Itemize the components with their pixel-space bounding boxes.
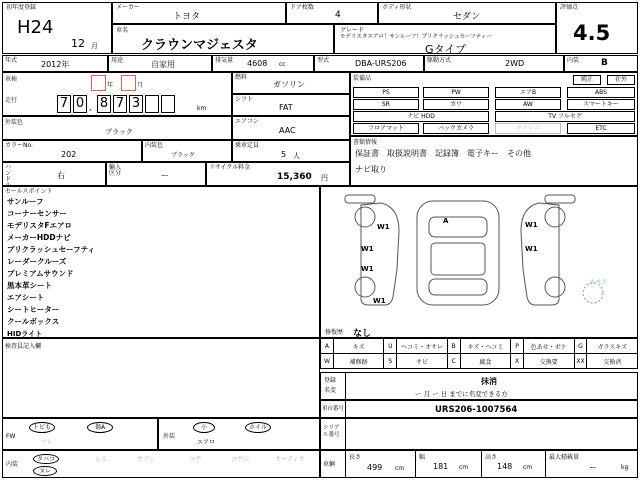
spare-note: スペア [589,279,608,286]
displacement-unit: cc [279,61,286,68]
capacity-cell [232,140,350,162]
sales-point-item: HIDライト [7,330,43,338]
vin-value: URS206-1007564 [435,405,518,415]
interior-grade-label: 内装 [567,57,580,64]
car-name-label: 車名 [116,27,129,34]
vin-cell [320,400,638,418]
thousands-separator: , [89,103,92,112]
body-style-cell [378,2,556,24]
usage-cell [108,55,212,72]
model-label: 型式 [317,57,330,64]
divider [481,451,482,477]
documents-line-2: ナビ取り [355,165,387,174]
interior-item-inactive: ヤブレ [137,456,155,463]
usage-label: 用途 [111,57,124,64]
recycle-label: リサイクル料金 [209,164,251,171]
check-year-unit: 年 [107,82,114,89]
legend-code: A [321,339,334,354]
serial-label: シリアル番号 [323,425,340,438]
exterior-color-label: 外装色 [5,119,24,126]
import-cell [106,162,206,186]
damage-mark: W1 [361,265,374,273]
color-no-cell [2,140,142,162]
equipment-item: AW [495,99,561,110]
damage-mark: W1 [361,245,374,253]
maker-cell [112,2,286,24]
import-label: 輸入区分 [109,164,122,177]
legend-code: XX [574,354,587,369]
capacity-value: 5 [281,150,287,159]
fw-item-inactive: ワレ [41,439,54,446]
divider [345,451,346,477]
legend-desc: サビ [397,354,448,369]
interior-item: タバコ [33,454,59,464]
grade-description: モデリスタエアロ！サンルーフ！プリクラッシュセーフティー [340,34,492,40]
sales-point-item: メーカーHDDナビ [7,233,71,242]
divider [345,401,346,417]
interior-item-inactive: シミ [95,456,108,463]
exterior-color-value: ブラック [105,128,133,136]
check-month-box[interactable] [121,75,136,91]
height-label: 高さ [485,454,498,461]
legend-code: G [574,339,587,354]
interior-condition-label: 内装 [6,461,19,468]
equipment-item-inactive: ドラレコ [495,123,561,134]
width-value: 181 [433,462,449,471]
check-year-box[interactable] [91,75,106,91]
equipment-item: PS [353,87,419,98]
legend-code: P [511,339,524,354]
height-unit: cm [523,464,533,471]
check-label: 車検 [5,76,18,83]
fw-cell [2,418,158,450]
width-unit: cm [459,464,469,471]
first-registration-cell [2,2,112,54]
repair-history-value: なし [353,329,372,339]
first-registration-month: 12 [71,37,85,50]
recycle-cell [206,162,350,186]
serial-cell [320,418,638,450]
sales-points-panel [2,186,320,338]
displacement-label: 排気量 [215,57,234,64]
equipment-item: TV フルセグ [495,111,635,122]
mileage-digit: 8 [97,95,111,113]
damage-mark: A [443,217,449,225]
legend-desc: 腐食 [460,354,511,369]
legend-desc: ヘコミ・オサレ [397,339,448,354]
divider [415,451,416,477]
equipment-item: ナビ HDD [353,111,489,122]
ac-cell [232,116,350,140]
damage-mark: W1 [377,223,390,231]
mileage-digit-blank [161,95,175,113]
usage-value: 自家用 [151,60,175,69]
divider [545,451,546,477]
exterior-item: ホイル [245,422,271,433]
sales-points-label: セールスポイント [5,188,53,195]
inspector-note-panel [2,338,320,418]
dimensions-cell [320,450,638,478]
length-label: 長さ [349,454,362,461]
interior-grade-cell [564,55,638,72]
equipment-panel [350,72,638,136]
sales-point-item: エアシート [7,293,45,302]
color-no-label: カラーNo. [5,142,33,149]
equipment-item: スマートキー [567,99,635,110]
drive-cell [424,55,564,72]
interior-item: ヌレ [33,466,57,476]
interior-item-inactive: コゲ [189,456,202,463]
sales-point-item: シートヒーター [7,305,60,314]
grade-value: Gタイプ [425,43,466,56]
interior-condition-cell [2,450,320,478]
legend-desc: キズ・ヘコミ [460,339,511,354]
year-label: 年式 [5,57,18,64]
check-month-unit: 月 [137,82,144,89]
mileage-cell [2,72,232,116]
payload-unit: kg [621,464,629,471]
fw-item: 傷A [87,422,113,433]
first-registration-year: H24 [17,17,54,38]
body-style-value: セダン [453,12,481,22]
legend-desc: 補修跡 [333,354,383,369]
legend-code: C [447,354,460,369]
sales-point-item: サンルーフ [7,197,44,206]
registration-status: 抹消 [481,377,497,386]
displacement-cell [212,55,314,72]
divider [345,373,346,399]
doors-label: ドア枚数 [290,4,314,11]
vin-label: 車台番号 [322,406,345,412]
damage-mark: W1 [525,245,538,253]
mileage-digit: 7 [113,95,127,113]
fw-label: FW [6,433,16,440]
recycle-unit: 円 [321,174,328,182]
recycle-value: 15,360 [277,172,312,182]
drive-value: 2WD [505,59,525,68]
model-cell [314,55,424,72]
ac-value: AAC [279,126,296,135]
interior-color-cell [142,140,232,162]
car-name-cell [112,24,334,54]
capacity-label: 乗車定員 [235,142,260,149]
equipment-title: 装備品 [353,75,372,82]
legend-code: B [447,339,460,354]
equipment-item: PW [423,87,489,98]
sales-point-item: 黒本革シート [7,281,52,290]
damage-mark: W1 [525,221,538,229]
length-unit: cm [395,465,405,472]
first-registration-month-unit: 月 [91,42,98,50]
vehicle-label: 車輌 [323,461,336,468]
fw-item: トビも [29,422,55,433]
mileage-digit: 7 [57,95,71,113]
score-value: 4.5 [573,21,611,45]
width-label: 幅 [419,454,426,461]
model-value: DBA-URS206 [355,59,407,68]
import-value: ー [161,171,169,180]
legend-desc: ガラスキズ [587,339,638,354]
doors-cell [286,2,378,24]
handle-value: 右 [57,171,65,180]
interior-item-inactive: コゲ穴 [231,456,250,463]
ac-label: エアコン [235,118,259,125]
color-no-value: 202 [61,150,77,159]
exterior-condition-label: 外装 [163,433,176,440]
sales-point-item: コーナーセンサー [7,209,67,218]
documents-line-1: 保証書 取扱説明書 記録簿 電子キー その他 [355,149,531,158]
legend-desc: 交換済 [587,354,638,369]
equipment-item: バックカメラ [423,123,489,134]
sales-point-item: プレミアムサウンド [7,269,74,278]
damage-legend-table [320,338,638,369]
body-style-label: ボディ形状 [382,4,412,11]
handle-cell [2,162,106,189]
equipment-item: SR [353,99,419,110]
sales-point-item: プリクラッシュセーフティ [7,245,95,254]
shift-label: シフト [235,96,254,103]
mileage-digit: 0 [73,95,87,113]
interior-color-value: ブラック [171,152,195,159]
legend-desc: キズ [333,339,383,354]
legend-code: W [321,354,334,369]
legend-code: U [384,339,397,354]
grade-label: グレード [340,27,365,34]
displacement-value: 4608 [247,59,268,68]
legend-code: X [511,354,524,369]
mileage-digit-blank [145,95,159,113]
documents-label: 書類情報 [353,139,378,146]
legend-desc: 色あせ・ボケ [524,339,575,354]
sales-point-item: レーダークルーズ [7,257,67,266]
sales-point-item: クールボックス [7,317,60,326]
legend-desc: 交換要 [524,354,575,369]
equipment-item: ETC [567,123,635,134]
score-cell [556,2,638,54]
handle-label: ハンドル [5,164,12,189]
payload-label: 最大積載量 [549,454,580,461]
drive-label: 駆動方式 [427,57,452,64]
doors-value: 4 [335,10,341,20]
shift-value: FAT [279,103,293,112]
maker-value: トヨタ [173,12,201,22]
capacity-unit: 人 [293,152,300,160]
registration-due: ー 月 ー 日 までに名変できる方 [415,390,508,398]
fuel-label: 燃料 [235,74,248,81]
height-value: 148 [497,462,513,471]
equipment-item: フロアマット [353,123,419,134]
exterior-condition-cell [158,418,320,450]
year-value: 2012年 [41,60,70,69]
damage-diagram-panel [320,186,638,338]
shift-cell [232,94,350,116]
payload-value: ー [589,463,597,472]
genuine-badge: 純正 [573,75,601,85]
fuel-value: ガソリン [273,80,305,89]
sales-point-item: モデリスタFエアロ [7,221,72,230]
documents-panel [350,136,638,186]
interior-grade-value: B [601,58,608,68]
exterior-item: エアロ [197,439,216,446]
first-registration-label: 初年度登録 [6,4,37,11]
mileage-digit: 3 [129,95,143,113]
grade-cell [334,24,556,54]
legend-code: S [384,354,397,369]
car-name-value: クラウンマジェスタ [141,38,258,53]
registration-label: 登録 [324,377,337,384]
fuel-cell [232,72,350,94]
registration-cell [320,372,638,400]
equipment-item: カワ [423,99,489,110]
mileage-label: 走行 [5,97,18,104]
interior-color-label: 内装色 [145,142,164,149]
length-value: 499 [367,463,383,472]
repair-history-label: 修復歴 [325,329,344,336]
equipment-item: エアB [495,87,561,98]
maker-label: メーカー [116,4,140,11]
divider [345,419,346,449]
aftermarket-badge: 社外 [607,75,635,85]
registration-sub-label: 名変 [324,387,337,394]
equipment-item: ABS [567,87,635,98]
mileage-unit: km [197,105,207,112]
score-label: 評価点 [560,4,579,11]
exterior-color-cell [2,116,232,140]
exterior-item: 小 [193,422,215,433]
damage-mark: W1 [373,297,386,305]
interior-item-inactive: オーディオ [275,456,305,463]
inspector-note-label: 検査員記入欄 [5,343,42,350]
year-cell [2,55,108,72]
